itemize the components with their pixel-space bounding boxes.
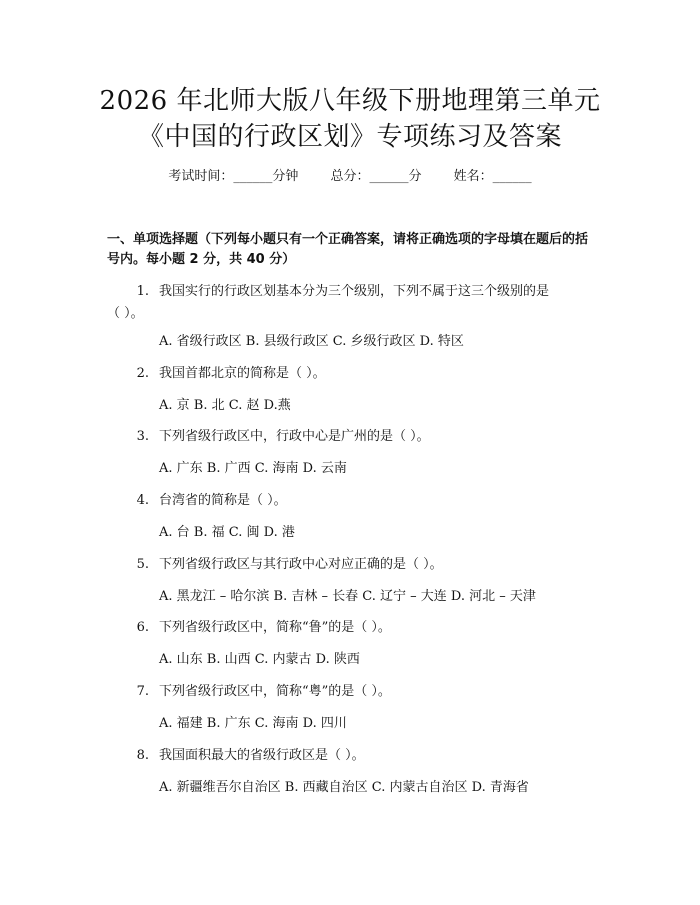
question-4-options: A. 台 B. 福 C. 闽 D. 港 [159, 525, 295, 540]
question-stem: 下列省级行政区与其行政中心对应正确的是（ ）。 [159, 557, 443, 572]
question-3-options: A. 广东 B. 广西 C. 海南 D. 云南 [159, 461, 347, 476]
question-stem: 台湾省的简称是（ ）。 [159, 493, 287, 508]
question-stem-continuation: （ ）。 [107, 306, 144, 321]
section-heading: 一、单项选择题（下列每小题只有一个正确答案，请将正确选项的字母填在题后的括号内。每小题 2 分，共 40 分） [107, 232, 589, 267]
question-3 [107, 426, 597, 448]
question-1 [107, 281, 597, 325]
question-stem: 下列省级行政区中，行政中心是广州的是（ ）。 [159, 429, 430, 444]
question-7 [107, 681, 597, 703]
exam-meta [0, 168, 700, 186]
question-2 [107, 363, 597, 385]
question-number: 2. [136, 366, 149, 381]
question-6 [107, 617, 597, 639]
question-number: 1. [136, 284, 149, 299]
question-7-options: A. 福建 B. 广东 C. 海南 D. 四川 [159, 716, 347, 731]
exam-time-field: 考试时间：______分钟 [168, 169, 299, 184]
question-number: 5. [136, 557, 149, 572]
question-stem: 我国实行的行政区划基本分为三个级别，下列不属于这三个级别的是 [159, 284, 550, 299]
question-5-options: A. 黑龙江 – 哈尔滨 B. 吉林 – 长春 C. 辽宁 – 大连 D. 河北 – 天津 [159, 589, 536, 604]
question-6-options: A. 山东 B. 山西 C. 内蒙古 D. 陕西 [159, 652, 360, 667]
question-8-options: A. 新疆维吾尔自治区 B. 西藏自治区 C. 内蒙古自治区 D. 青海省 [159, 780, 529, 795]
question-4 [107, 490, 597, 512]
question-stem: 下列省级行政区中，简称“粤”的是（ ）。 [159, 684, 391, 699]
question-number: 6. [136, 620, 149, 635]
question-number: 4. [136, 493, 149, 508]
question-2-options: A. 京 B. 北 C. 赵 D.燕 [159, 398, 291, 413]
question-stem: 我国首都北京的简称是（ ）。 [159, 366, 326, 381]
total-score-field: 总分：______分 [330, 169, 422, 184]
question-stem: 下列省级行政区中，简称“鲁”的是（ ）。 [159, 620, 391, 635]
question-8 [107, 745, 597, 767]
question-stem: 我国面积最大的省级行政区是（ ）。 [159, 748, 365, 763]
question-1-options: A. 省级行政区 B. 县级行政区 C. 乡级行政区 D. 特区 [159, 334, 464, 349]
document-title-line2: 《中国的行政区划》专项练习及答案 [137, 122, 562, 152]
question-number: 8. [136, 748, 149, 763]
student-name-field: 姓名：______ [453, 169, 532, 184]
document-title-line1: 2026 年北师大版八年级下册地理第三单元 [99, 86, 601, 116]
question-5 [107, 554, 597, 576]
question-number: 3. [136, 429, 149, 444]
question-number: 7. [136, 684, 149, 699]
